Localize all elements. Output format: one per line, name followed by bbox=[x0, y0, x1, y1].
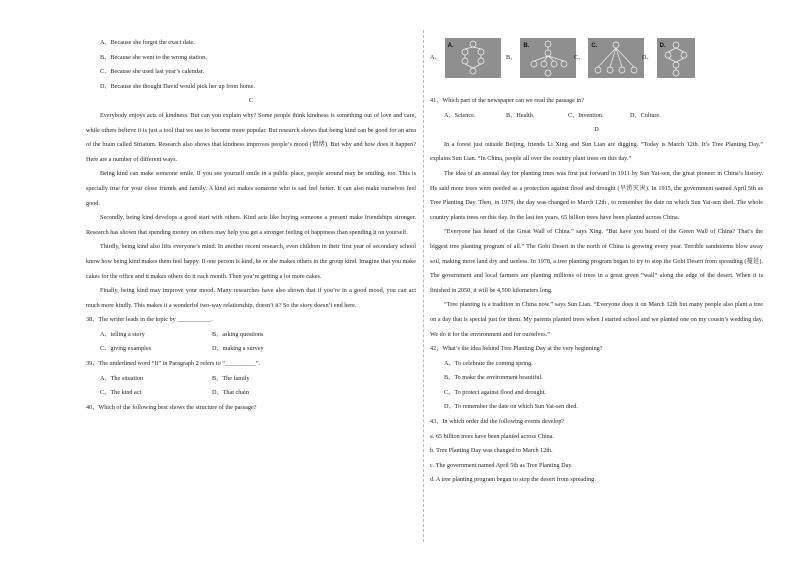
q42-option-d[interactable]: D、To remember the date on which Sun Yat-sen died. bbox=[444, 403, 578, 411]
diagram-d-image bbox=[657, 38, 695, 78]
diagram-a-label: A、 bbox=[430, 53, 441, 61]
q42-option-a[interactable]: A、To celebrate the coming spring. bbox=[444, 359, 533, 367]
q39-option-a[interactable]: A、The situation bbox=[100, 374, 144, 382]
q38-options-row-2 bbox=[86, 342, 416, 357]
q43-item-d: d. A tree planting program began to stop the desert from spreading. bbox=[430, 476, 596, 484]
question-40: 40、Which of the following best shows the structure of the passage? bbox=[86, 403, 257, 411]
question-41: 41、Which part of the newspaper can we read the passage in? bbox=[430, 97, 584, 104]
diagram-b-tag: B. bbox=[523, 43, 530, 49]
diagram-d-tag: D. bbox=[659, 43, 666, 49]
c-paragraph-4: Thirdly, being kind also lifts everyone’s mind. In another recent research, even children in their first year of secondary school know how being kind makes them feel happy. If one person is kind, he or she makes others in the group kind. Imagine that you make cakes for the office and it makes others do it each month. Then you’re getting a lot more cakes. bbox=[86, 243, 416, 280]
diagram-option-a[interactable] bbox=[430, 38, 501, 78]
d-paragraph-3: “Everyone has heard of the Great Wall of China.” says Xing. “But have you heard of the Green Wall of China? That’s the biggest tree planting program of all.” The Gobi Desert in the north of China is growing every year. Terrible sandstorms blow away soil, making more land dry and useless. In 1978, a tree planting program began to try to stop the Gobi Desert from spreading (蔓延). The government and local farmers are planting millions of trees in a great green “wall” along the edge of the desert. When it is finished in 2050, it will be 4,500 kilometers long. bbox=[430, 228, 763, 294]
diagram-option-c[interactable] bbox=[574, 38, 644, 78]
q38-option-d[interactable]: D、making a survey bbox=[212, 345, 264, 353]
q41-option-b[interactable]: B、Health. bbox=[506, 111, 535, 119]
right-column bbox=[430, 38, 763, 488]
q37-option-d[interactable]: D、Because she thought David would pick her up from home. bbox=[100, 82, 255, 90]
q41-option-d[interactable]: D、Culture. bbox=[630, 111, 661, 119]
q39-option-d[interactable]: D、That chain bbox=[212, 389, 249, 397]
c-paragraph-1: Everybody enjoys acts of kindness. But can you explain why? Some people think kindness is something out of love and care, while others believe it is just a tool that we use to become more popular. But research shows that being kind can be good for an area of the brain called Striatum. Research also shows that kindness improves people’s mood (情绪). But why and how does it happen? Here are a number of different ways. bbox=[86, 111, 416, 163]
diagram-a-tag: A. bbox=[447, 43, 454, 49]
section-d-heading: D bbox=[594, 126, 599, 134]
q43-item-a: a. 65 billion trees have been planted across China. bbox=[430, 432, 555, 440]
column-divider bbox=[423, 30, 424, 542]
c-paragraph-2: Being kind can make someone smile. If you see yourself smile in a public place, people around may be smiling, too. This is specially true for your close friends and family. A kind act makes someone who is sad feel better. It can also make ourselves feel good. bbox=[86, 170, 416, 207]
question-42: 42、What’s the idea behind Tree Planting Day at the very beginning? bbox=[430, 345, 603, 353]
diagram-d-label: D、 bbox=[642, 53, 653, 61]
structure-diagram-options bbox=[430, 38, 763, 88]
q39-options-row-2 bbox=[86, 386, 416, 401]
diagram-b-image bbox=[520, 38, 576, 78]
q37-option-a[interactable]: A、Because she forgot the exact date. bbox=[100, 39, 195, 46]
q43-item-b: b. Tree Planting Day was changed to March 12th. bbox=[430, 447, 553, 455]
q38-options-row-1 bbox=[86, 328, 416, 343]
left-column bbox=[86, 36, 416, 415]
diagram-c-image bbox=[588, 38, 644, 78]
diagram-option-b[interactable] bbox=[506, 38, 576, 78]
q38-option-a[interactable]: A、telling a story bbox=[100, 330, 145, 338]
d-paragraph-2: The idea of an annual day for planting trees was first put forward in 1911 by Sun Yat-sen, the great pioneer in China’s history. He said more trees were needed as a protection against flood and drought (旱涝灾害). In 1915, the government named April 5th as Tree Planting Day. Then, in 1979, the day was changed to March 12th , to remember the date on which Sun Yat-sen died. The whole country plants trees on this day. In the last ten years, 65 billion trees have been planted across China. bbox=[430, 169, 763, 221]
q38-option-b[interactable]: B、asking questions bbox=[212, 330, 264, 338]
question-39: 39、The underlined word “It” in Paragraph 2 refers to “__________”. bbox=[86, 360, 261, 368]
q37-option-b[interactable]: B、Because she went to the wrong station. bbox=[100, 53, 207, 61]
d-paragraph-4: “Tree planting is a tradition in China now.” says Sun Lian. “Everyone does it on March 12th but many people also plant a tree on a day that is special just for them. My parents planted trees when I started school and we planted one on my cousin’s wedding day. We do it for the environment and for ourselves.” bbox=[430, 301, 763, 338]
q43-item-c: c. The government named April 5th as Tree Planting Day. bbox=[430, 461, 573, 469]
q41-option-c[interactable]: C、Invention. bbox=[568, 111, 604, 119]
q39-option-c[interactable]: C、The kind act bbox=[100, 389, 142, 397]
question-38: 38、The writer leads in the topic by ___________. bbox=[86, 316, 213, 324]
diagram-b-label: B、 bbox=[506, 53, 517, 61]
question-43: 43、In which order did the following events develop? bbox=[430, 418, 565, 426]
q39-option-b[interactable]: B、The family bbox=[212, 374, 250, 382]
d-paragraph-1: In a forest just outside Beijing, friends Li Xing and Sun Lian are digging. “Today is March 12th. It’s Tree Planting Day.” explains Sun Lian. “In China, people all over the country plant trees on this day.” bbox=[430, 140, 763, 163]
c-paragraph-3: Secondly, being kind develops a good start with others. Kind acts like buying someone a present make friendships stronger. Research has shown that spending money on others may help you get a stronger feeling of happiness than spending it on yourself. bbox=[86, 214, 416, 236]
diagram-option-d[interactable] bbox=[642, 38, 695, 78]
diagram-c-tag: C. bbox=[591, 43, 598, 49]
diagram-a-image bbox=[445, 38, 501, 78]
q37-option-c[interactable]: C、Because she used last year’s calendar. bbox=[100, 68, 205, 76]
c-paragraph-5: Finally, being kind may improve your mood. Many researches have also shown that if you’re in a good mood, you can act much more kindly. This makes it a wonderful two-way relationship, doesn’t it? So the story doesn’t end here. bbox=[86, 287, 416, 309]
section-c-heading: C bbox=[248, 97, 254, 105]
q39-options-row-1 bbox=[86, 372, 416, 387]
diagram-c-label: C、 bbox=[574, 53, 585, 61]
q42-option-b[interactable]: B、To make the environment beautiful. bbox=[444, 374, 543, 382]
q41-options bbox=[430, 109, 763, 124]
q42-option-c[interactable]: C、To protect against flood and drought. bbox=[444, 388, 546, 396]
q41-option-a[interactable]: A、Science. bbox=[444, 111, 476, 119]
q38-option-c[interactable]: C、giving examples bbox=[100, 345, 152, 353]
